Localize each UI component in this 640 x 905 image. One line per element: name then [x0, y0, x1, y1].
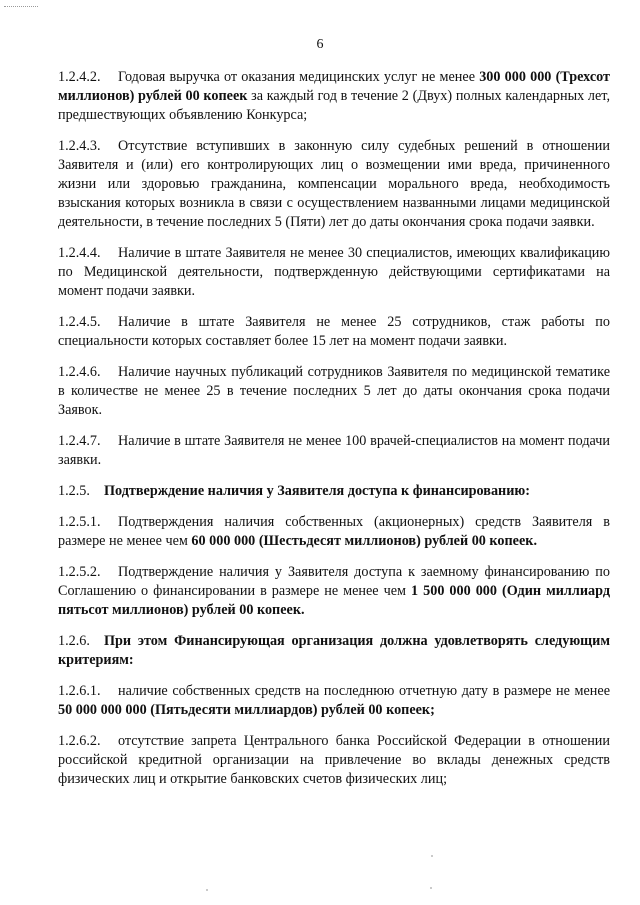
clause-amount: 1 500 000 000 (Один миллиард пятьсот миллионов) рублей 00 копеек.: [58, 583, 610, 618]
clause-1-2-4-3: [58, 137, 610, 232]
section-title: При этом Финансирующая организация должна удовлетворять следующим критериям:: [58, 633, 610, 668]
clause-text: Наличие в штате Заявителя не менее 25 сотрудников, стаж работы по специальности которых составляет более 15 лет на момент подачи заявки.: [58, 314, 610, 349]
clause-1-2-6-2: [58, 732, 610, 789]
clause-number: 1.2.4.2.: [58, 69, 101, 85]
clause-1-2-6-1: [58, 682, 610, 720]
clause-1-2-4-5: [58, 313, 610, 351]
clause-1-2-5-1: [58, 513, 610, 551]
clause-number: 1.2.4.4.: [58, 245, 101, 261]
section-1-2-5-heading: [58, 482, 610, 501]
clause-amount: 60 000 000 (Шестьдесят миллионов) рублей 00 копеек.: [191, 533, 537, 549]
clause-1-2-4-4: [58, 244, 610, 301]
clause-text: Подтверждение наличия у Заявителя доступа к заемному финансированию по Соглашению о финансировании в размере не менее чем: [58, 564, 610, 599]
clause-amount: 300 000 000 (Трехсот миллионов) рублей 00 копеек: [58, 69, 610, 104]
document-body: [58, 68, 610, 801]
clause-amount: 50 000 000 000 (Пятьдесяти миллиардов) рублей 00 копеек;: [58, 702, 435, 718]
clause-1-2-4-7: [58, 432, 610, 470]
clause-number: 1.2.6.2.: [58, 733, 101, 749]
clause-1-2-4-2: [58, 68, 610, 125]
clause-text: Наличие в штате Заявителя не менее 30 специалистов, имеющих квалификацию по Медицинской деятельности, подтвержденную действующими сертификатами на момент подачи заявки.: [58, 245, 610, 299]
clause-text: Наличие научных публикаций сотрудников Заявителя по медицинской тематике в количестве не менее 25 в течение последних 5 лет до даты окончания срока подачи Заявок.: [58, 364, 610, 418]
section-number: 1.2.6.: [58, 633, 90, 649]
clause-text: Отсутствие вступивших в законную силу судебных решений в отношении Заявителя и (или) его контролирующих лиц о возмещении ими вреда, причиненного жизни или здоровью гражданина, компенсации морального вреда, необходимость взыскания которых возникла в связи с осуществлением названными лицами медицинской деятельности, в течение последних 5 (Пяти) лет до даты окончания срока подачи заявки.: [58, 138, 610, 230]
clause-number: 1.2.4.7.: [58, 433, 101, 449]
clause-text-end: за каждый год в течение 2 (Двух) полных календарных лет, предшествующих объявлению Конкурса;: [58, 88, 610, 123]
clause-1-2-5-2: [58, 563, 610, 620]
scan-speck: [430, 887, 432, 889]
clause-number: 1.2.5.2.: [58, 564, 101, 580]
clause-number: 1.2.5.1.: [58, 514, 101, 530]
clause-1-2-4-6: [58, 363, 610, 420]
section-title: Подтверждение наличия у Заявителя доступа к финансированию:: [104, 483, 530, 499]
clause-text: Наличие в штате Заявителя не менее 100 врачей-специалистов на момент подачи заявки.: [58, 433, 610, 468]
clause-number: 1.2.4.6.: [58, 364, 101, 380]
clause-text: Годовая выручка от оказания медицинских услуг не менее: [118, 69, 480, 85]
clause-text: Подтверждения наличия собственных (акционерных) средств Заявителя в размере не менее чем: [58, 514, 610, 549]
clause-number: 1.2.4.3.: [58, 138, 101, 154]
scan-speck: [431, 855, 433, 857]
clause-number: 1.2.6.1.: [58, 683, 101, 699]
scan-speck: [206, 889, 208, 891]
clause-text: отсутствие запрета Центрального банка Российской Федерации в отношении российской кредитной организации на привлечение во вклады денежных средств физических лиц и открытие банковских счетов физических лиц;: [58, 733, 610, 787]
scan-artifact: [4, 6, 38, 7]
clause-text: наличие собственных средств на последнюю отчетную дату в размере не менее: [118, 683, 610, 699]
section-1-2-6-heading: [58, 632, 610, 670]
page-number: 6: [316, 37, 324, 52]
section-number: 1.2.5.: [58, 483, 90, 499]
clause-number: 1.2.4.5.: [58, 314, 101, 330]
